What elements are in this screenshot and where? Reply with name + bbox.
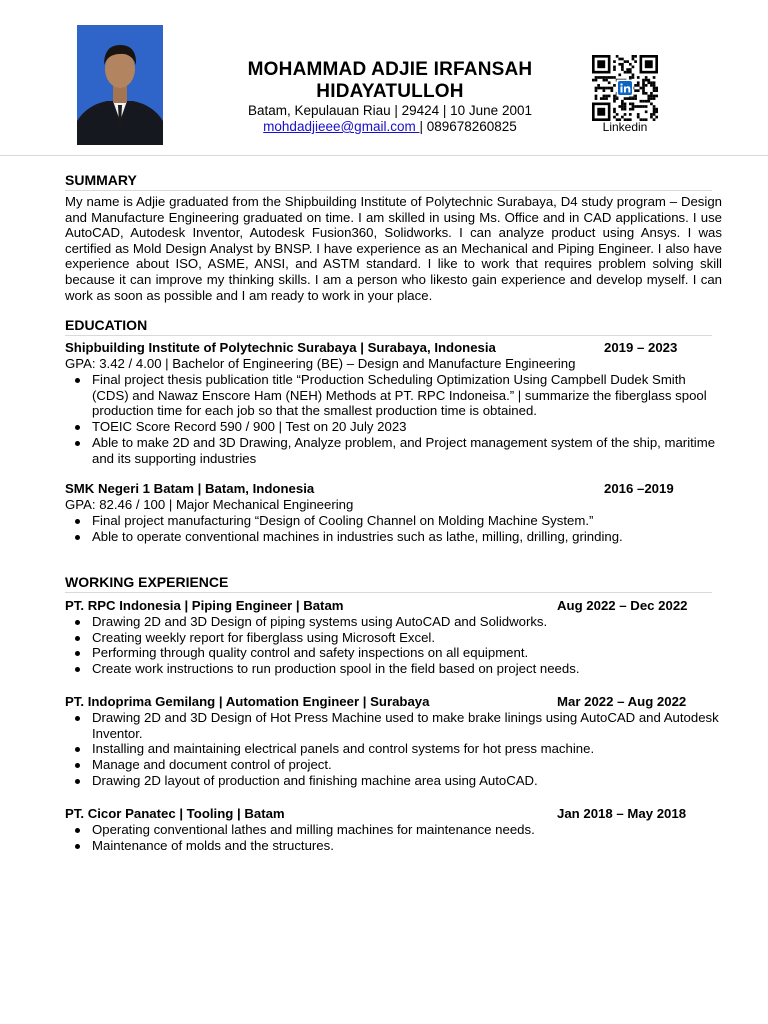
summary-title: SUMMARY — [65, 172, 712, 191]
experience-entry-3 — [65, 806, 725, 853]
bullet-list — [65, 372, 725, 466]
entry-heading — [65, 806, 725, 822]
name-line-1: MOHAMMAD ADJIE IRFANSAH — [247, 59, 533, 80]
experience-title: WORKING EXPERIENCE — [65, 574, 712, 593]
list-item: Manage and document control of project. — [65, 757, 725, 773]
summary-text: My name is Adjie graduated from the Shipbuilding Institute of Polytechnic Surabaya, D4 study program – Design and Manufacture Engineering graduated on time. I am skilled in using Ms. Office and in CAD applications. I use AutoCAD, Autodesk Inventor, Autodesk Fusion360, Solidworks. I can analyze product using Ansys. I was certified as Mold Design Analyst by BNSP. I have experience as an Mechanical and Piping Engineer. I also have experience about ISO, ASME, ANSI, and ASTM standard. I like to work that requires problem solving skill because it can improve my thinking skills. I am a person who likesto gain experience and develop myself. I can work as soon as possible and I am ready to work in your place. — [65, 194, 722, 303]
entry-heading — [65, 598, 725, 614]
education-entry-1 — [65, 340, 725, 466]
bullet-list — [65, 513, 725, 544]
experience-entry-1 — [65, 598, 725, 677]
entry-date: Aug 2022 – Dec 2022 — [557, 598, 688, 613]
list-item: Able to make 2D and 3D Drawing, Analyze problem, and Project management system of the ship, maritime and its supporting industries — [65, 435, 725, 466]
institution: SMK Negeri 1 Batam | Batam, Indonesia — [65, 481, 315, 496]
entry-date: 2016 –2019 — [604, 481, 674, 496]
list-item: Drawing 2D and 3D Design of Hot Press Machine used to make brake linings using AutoCAD and Autodesk Inventor. — [65, 710, 725, 741]
entry-heading — [65, 340, 725, 356]
entry-heading — [65, 694, 725, 710]
company-role: PT. RPC Indonesia | Piping Engineer | Batam — [65, 598, 344, 613]
name-line-2: HIDAYATULLOH — [316, 81, 464, 102]
list-item: Performing through quality control and safety inspections on all equipment. — [65, 645, 725, 661]
list-item: Installing and maintaining electrical panels and control systems for hot press machine. — [65, 741, 725, 757]
bullet-list — [65, 710, 725, 789]
bullet-list — [65, 614, 725, 677]
entry-date: Jan 2018 – May 2018 — [557, 806, 687, 821]
experience-entry-2 — [65, 694, 725, 789]
list-item: Drawing 2D layout of production and finishing machine area using AutoCAD. — [65, 773, 725, 789]
location-date-line: Batam, Kepulauan Riau | 29424 | 10 June 2001 — [248, 103, 532, 118]
entry-subline: GPA: 3.42 / 4.00 | Bachelor of Engineering (BE) – Design and Manufacture Engineering — [65, 356, 576, 371]
entry-date: Mar 2022 – Aug 2022 — [557, 694, 687, 709]
qr-label: Linkedin — [602, 120, 648, 134]
bullet-list — [65, 822, 725, 853]
profile-photo — [77, 25, 163, 145]
phone-number: | 089678260825 — [419, 119, 517, 134]
list-item: Final project thesis publication title “Production Scheduling Optimization Using Campbell Dudek Smith (CDS) and Nawaz Enscore Ham (NEH) Methods at PT. RPC Indoneisa.” | summarize the fiberglass spool production time for each job so that the smallest production time is obtained. — [65, 372, 725, 419]
qr-code-icon[interactable] — [592, 55, 658, 121]
list-item: Operating conventional lathes and milling machines for maintenance needs. — [65, 822, 725, 838]
list-item: Final project manufacturing “Design of Cooling Channel on Molding Machine System.” — [65, 513, 725, 529]
list-item: TOEIC Score Record 590 / 900 | Test on 20 July 2023 — [65, 419, 725, 435]
list-item: Able to operate conventional machines in industries such as lathe, milling, drilling, grinding. — [65, 529, 725, 545]
entry-heading — [65, 481, 725, 497]
list-item: Maintenance of molds and the structures. — [65, 838, 725, 854]
institution: Shipbuilding Institute of Polytechnic Surabaya | Surabaya, Indonesia — [65, 340, 496, 355]
contact-info — [225, 103, 555, 135]
entry-subline: GPA: 82.46 / 100 | Major Mechanical Engineering — [65, 497, 354, 512]
company-role: PT. Cicor Panatec | Tooling | Batam — [65, 806, 285, 821]
list-item: Create work instructions to run production spool in the field based on project needs. — [65, 661, 725, 677]
header-divider — [0, 155, 768, 156]
education-title: EDUCATION — [65, 317, 712, 336]
email-link[interactable]: mohdadjieee@gmail.com — [263, 119, 420, 134]
list-item: Creating weekly report for fiberglass using Microsoft Excel. — [65, 630, 725, 646]
entry-date: 2019 – 2023 — [604, 340, 678, 355]
list-item: Drawing 2D and 3D Design of piping systems using AutoCAD and Solidworks. — [65, 614, 725, 630]
applicant-name — [225, 59, 555, 103]
email-phone-line — [225, 119, 555, 135]
company-role: PT. Indoprima Gemilang | Automation Engineer | Surabaya — [65, 694, 430, 709]
education-entry-2 — [65, 481, 725, 544]
